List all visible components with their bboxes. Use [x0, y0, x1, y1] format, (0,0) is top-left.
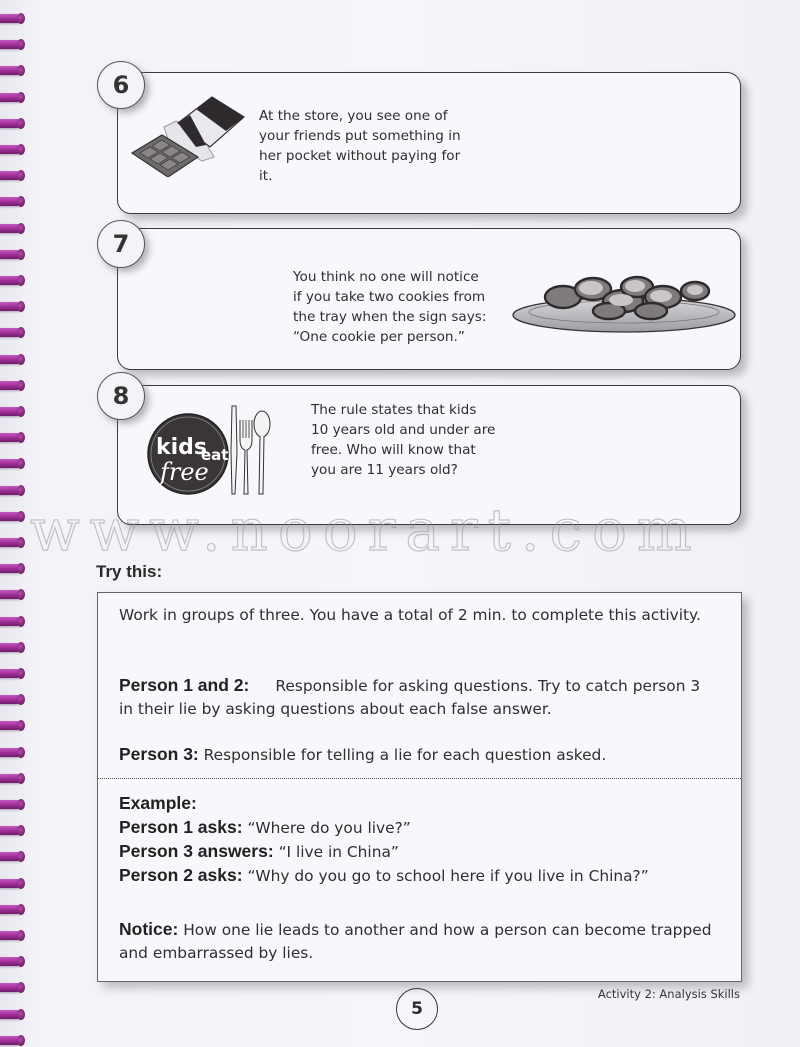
text-line: “One cookie per person.”	[293, 329, 465, 345]
spiral-ring	[0, 171, 22, 180]
spiral-ring	[0, 590, 22, 599]
svg-text:kids: kids	[156, 435, 208, 460]
scenario-text	[259, 106, 461, 186]
spiral-ring	[0, 14, 22, 23]
example-label: Person 2 asks:	[119, 865, 243, 885]
spiral-ring	[0, 643, 22, 652]
section-label: Activity 2: Analysis Skills	[597, 987, 740, 1001]
spiral-ring	[0, 669, 22, 678]
spiral-ring	[0, 93, 22, 102]
spiral-ring	[0, 302, 22, 311]
role-person-1-2	[119, 674, 719, 721]
intro-text-content: Work in groups of three. You have a total of 2 min. to complete this activity.	[119, 606, 701, 624]
example-line	[119, 840, 719, 864]
spiral-ring	[0, 800, 22, 809]
spiral-ring	[0, 486, 22, 495]
example-line	[119, 864, 719, 888]
spiral-binding	[0, 0, 30, 1047]
spiral-ring	[0, 66, 22, 75]
example-label: Person 1 asks:	[119, 817, 243, 837]
spiral-ring	[0, 276, 22, 285]
text-line: the tray when the sign says:	[293, 309, 487, 325]
text-line: The rule states that kids	[311, 402, 477, 418]
example-label: Person 3 answers:	[119, 841, 274, 861]
spiral-ring	[0, 355, 22, 364]
example-heading: Example:	[119, 793, 197, 813]
role-text: Responsible for telling a lie for each question asked.	[203, 746, 607, 764]
spiral-ring	[0, 433, 22, 442]
role-text: Responsible for asking questions. Try to catch person 3 in their lie by asking questions about each false answer.	[119, 677, 701, 718]
example-text: “Why do you go to school here if you live in China?”	[247, 867, 649, 885]
scenario-number: 7	[112, 230, 130, 258]
spiral-ring	[0, 983, 22, 992]
scenario-number-badge	[97, 61, 145, 109]
scenario-number-badge	[97, 372, 145, 420]
spiral-ring	[0, 957, 22, 966]
spiral-ring	[0, 40, 22, 49]
scenario-number: 6	[112, 71, 130, 99]
text-line: At the store, you see one of	[259, 108, 448, 124]
intro-text	[119, 604, 719, 627]
spiral-ring	[0, 931, 22, 940]
spiral-ring	[0, 197, 22, 206]
text-line: if you take two cookies from	[293, 289, 486, 305]
spiral-ring	[0, 695, 22, 704]
scenario-card-6	[117, 72, 741, 214]
example-text: “I live in China”	[278, 843, 399, 861]
spiral-ring	[0, 721, 22, 730]
scenario-number-badge	[97, 220, 145, 268]
try-this-box	[97, 592, 742, 982]
page-number-badge	[396, 988, 438, 1030]
spiral-ring	[0, 381, 22, 390]
scenario-text	[293, 267, 486, 347]
cookie-plate-icon	[511, 271, 737, 335]
spiral-ring	[0, 564, 22, 573]
text-line: your friends put something in	[259, 128, 461, 144]
spiral-ring	[0, 826, 22, 835]
role-person-3	[119, 743, 719, 767]
spiral-ring	[0, 328, 22, 337]
text-line: You think no one will notice	[293, 269, 479, 285]
spiral-ring	[0, 852, 22, 861]
example-section	[119, 792, 719, 888]
scenario-card-7	[117, 228, 741, 370]
spiral-ring	[0, 224, 22, 233]
kids-eat-free-sign-icon	[146, 402, 272, 498]
spiral-ring	[0, 879, 22, 888]
role-label: Person 1 and 2:	[119, 675, 250, 695]
example-line	[119, 816, 719, 840]
spiral-ring	[0, 459, 22, 468]
dotted-divider	[98, 778, 741, 779]
spiral-ring	[0, 774, 22, 783]
spiral-ring	[0, 145, 22, 154]
spiral-ring	[0, 250, 22, 259]
page-number: 5	[411, 999, 423, 1019]
example-text: “Where do you live?”	[247, 819, 411, 837]
text-line: you are 11 years old?	[311, 462, 458, 478]
text-line: her pocket without paying for	[259, 148, 461, 164]
spiral-ring	[0, 512, 22, 521]
text-line: it.	[259, 168, 273, 184]
text-line: 10 years old and under are	[311, 422, 496, 438]
spiral-ring	[0, 538, 22, 547]
spiral-ring	[0, 905, 22, 914]
notice-text: How one lie leads to another and how a person can become trapped and embarrassed by lies.	[119, 921, 712, 962]
try-this-heading: Try this:	[96, 562, 163, 581]
spiral-ring	[0, 617, 22, 626]
svg-text:eat: eat	[201, 446, 229, 464]
svg-text:free: free	[160, 458, 209, 486]
spiral-ring	[0, 119, 22, 128]
chocolate-bar-icon	[126, 95, 254, 177]
spiral-ring	[0, 1010, 22, 1019]
spiral-ring	[0, 748, 22, 757]
notice-label: Notice:	[119, 919, 179, 939]
text-line: free. Who will know that	[311, 442, 476, 458]
scenario-card-8	[117, 385, 741, 525]
role-label: Person 3:	[119, 744, 199, 764]
spiral-ring	[0, 407, 22, 416]
notice-section	[119, 918, 719, 965]
scenario-text	[311, 400, 495, 480]
scenario-number: 8	[112, 382, 130, 410]
spiral-ring	[0, 1036, 22, 1045]
